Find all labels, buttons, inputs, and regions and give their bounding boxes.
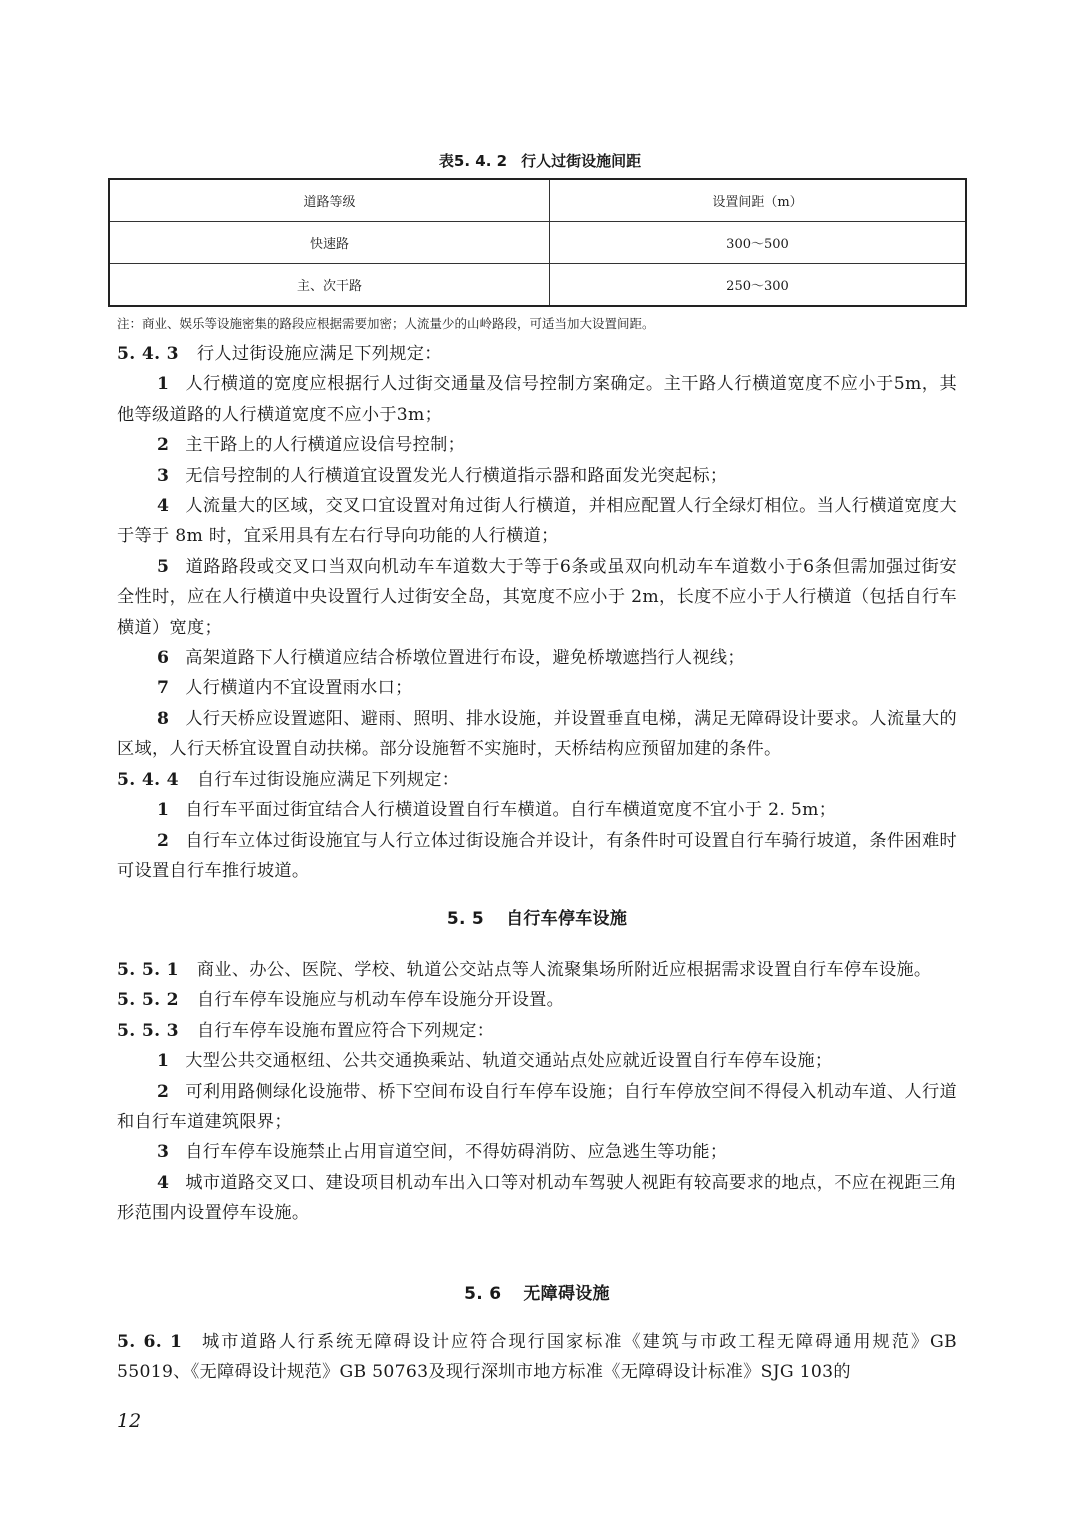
clause-5-5-3 [117, 1016, 957, 1046]
clause-5-5-1 [117, 955, 957, 985]
clause-text: 自行车过街设施应满足下列规定： [196, 769, 460, 790]
item-text: 自行车立体过街设施宜与人行立体过街设施合并设计，有条件时可设置自行车骑行坡道，条件困难时可设置自行车推行坡道。 [117, 830, 957, 881]
table-header-cell: 道路等级 [109, 179, 550, 222]
item-text: 大型公共交通枢纽、公共交通换乘站、轨道交通站点处应就近设置自行车停车设施； [185, 1051, 833, 1072]
item-number: 6 [157, 648, 170, 669]
crossing-spacing-table [108, 178, 967, 307]
item-text: 自行车停车设施禁止占用盲道空间，不得妨碍消防、应急逃生等功能； [185, 1142, 728, 1163]
list-item [117, 491, 957, 552]
clause-number: 5. 6. 1 [117, 1332, 183, 1352]
item-number: 2 [157, 1081, 170, 1102]
item-text: 道路路段或交叉口当双向机动车车道数大于等于6条或虽双向机动车车道数小于6条但需加强过街安全性时，应在人行横道中央设置行人过街安全岛，其宽度不应小于 2m，长度不应小于人行横道（包括自行车横道）宽度； [117, 556, 957, 638]
list-item [117, 826, 957, 887]
item-number: 1 [157, 374, 170, 395]
item-text: 无信号控制的人行横道宜设置发光人行横道指示器和路面发光突起标； [185, 465, 728, 486]
list-item [117, 643, 957, 673]
item-number: 1 [157, 1051, 170, 1072]
clause-text: 自行车停车设施布置应符合下列规定： [196, 1020, 495, 1041]
item-number: 7 [157, 678, 170, 699]
table-cell: 250～300 [550, 264, 967, 307]
list-item [117, 1168, 957, 1229]
item-number: 2 [157, 435, 170, 456]
item-text: 人行横道内不宜设置雨水口； [185, 678, 413, 699]
page-number: 12 [117, 1410, 142, 1432]
item-number: 3 [157, 465, 170, 486]
section-5-6-body [117, 1327, 957, 1388]
section-5-6 [117, 1279, 957, 1309]
clause-number: 5. 5. 1 [117, 960, 179, 980]
table-row [109, 222, 966, 264]
table-row [109, 264, 966, 307]
table-caption-number: 表5. 4. 2 [438, 152, 508, 170]
item-number: 2 [157, 830, 170, 851]
table-cell: 主、次干路 [109, 264, 550, 307]
section-number: 5. 6 [464, 1284, 502, 1304]
clause-5-5-2 [117, 985, 957, 1015]
list-item [117, 552, 957, 643]
clause-text: 城市道路人行系统无障碍设计应符合现行国家标准《建筑与市政工程无障碍通用规范》GB 55019、《无障碍设计规范》GB 50763及现行深圳市地方标准《无障碍设计标准》SJG 103的 [117, 1332, 957, 1383]
table-caption-title: 行人过街设施间距 [521, 152, 642, 170]
table-caption [0, 150, 1080, 171]
item-number: 3 [157, 1142, 170, 1163]
clause-5-4-3 [117, 339, 957, 369]
item-number: 4 [157, 1172, 170, 1193]
item-text: 高架道路下人行横道应结合桥墩位置进行布设，避免桥墩遮挡行人视线； [185, 648, 745, 669]
table-header-row [109, 179, 966, 222]
clause-5-6-1 [117, 1327, 957, 1388]
clause-text: 商业、办公、医院、学校、轨道公交站点等人流聚集场所附近应根据需求设置自行车停车设施。 [196, 960, 932, 980]
list-item [117, 1046, 957, 1076]
section-5-4-continuation [117, 339, 957, 886]
item-text: 主干路上的人行横道应设信号控制； [185, 435, 466, 456]
table-note: 注：商业、娱乐等设施密集的路段应根据需要加密；人流量少的山岭路段，可适当加大设置间距。 [117, 316, 655, 331]
item-text: 自行车平面过街宜结合人行横道设置自行车横道。自行车横道宽度不宜小于 2. 5m； [185, 800, 837, 821]
item-text: 人行横道的宽度应根据行人过街交通量及信号控制方案确定。主干路人行横道宽度不应小于5m，其他等级道路的人行横道宽度不应小于3m； [117, 374, 957, 425]
clause-number: 5. 4. 3 [117, 344, 179, 364]
section-heading [117, 1279, 957, 1309]
clause-5-4-4 [117, 765, 957, 795]
item-number: 1 [157, 800, 170, 821]
item-number: 4 [157, 496, 170, 517]
clause-text: 行人过街设施应满足下列规定： [196, 344, 442, 364]
list-item [117, 795, 957, 825]
list-item [117, 1137, 957, 1167]
list-item [117, 704, 957, 765]
clause-number: 5. 4. 4 [117, 769, 179, 790]
clause-number: 5. 5. 3 [117, 1020, 179, 1041]
list-item [117, 430, 957, 460]
section-title: 自行车停车设施 [506, 909, 628, 929]
table-cell: 快速路 [109, 222, 550, 264]
table-header-cell: 设置间距（m） [550, 179, 967, 222]
section-heading [117, 904, 957, 934]
item-number: 5 [157, 556, 170, 577]
section-5-5-body [117, 955, 957, 1229]
item-text: 城市道路交叉口、建设项目机动车出入口等对机动车驾驶人视距有较高要求的地点，不应在视距三角形范围内设置停车设施。 [117, 1172, 957, 1224]
list-item [117, 1077, 957, 1138]
item-number: 8 [157, 708, 170, 729]
item-text: 可利用路侧绿化设施带、桥下空间布设自行车停车设施；自行车停放空间不得侵入机动车道、人行道和自行车道建筑限界； [117, 1081, 957, 1133]
section-5-5 [117, 904, 957, 934]
section-title: 无障碍设施 [523, 1284, 610, 1304]
list-item [117, 461, 957, 491]
list-item [117, 673, 957, 703]
clause-number: 5. 5. 2 [117, 990, 179, 1011]
list-item [117, 369, 957, 430]
item-text: 人行天桥应设置遮阳、避雨、照明、排水设施，并设置垂直电梯，满足无障碍设计要求。人流量大的区域，人行天桥宜设置自动扶梯。部分设施暂不实施时，天桥结构应预留加建的条件。 [117, 708, 957, 760]
table-cell: 300～500 [550, 222, 967, 264]
section-number: 5. 5 [446, 909, 485, 929]
item-text: 人流量大的区域，交叉口宜设置对角过街人行横道，并相应配置人行全绿灯相位。当人行横道宽度大于等于 8m 时，宜采用具有左右行导向功能的人行横道； [117, 496, 957, 547]
clause-text: 自行车停车设施应与机动车停车设施分开设置。 [196, 990, 565, 1011]
